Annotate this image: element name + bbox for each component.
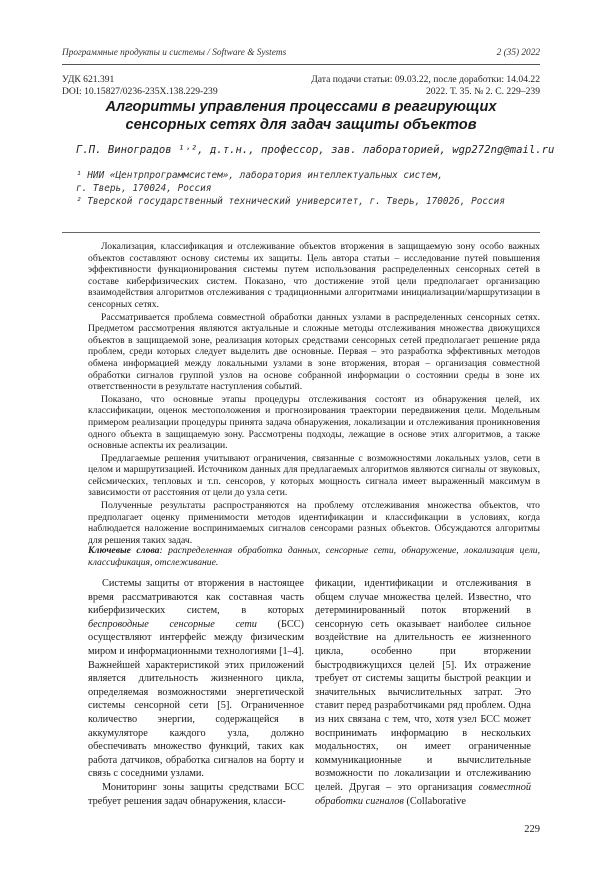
volume-pages: 2022. Т. 35. № 2. С. 229–239	[426, 86, 540, 97]
body-right-paragraph-1	[315, 577, 531, 808]
body-left-p1-end: (БСС) осуществляют интерфейс между физическим миром и информационными технологиями [1–4]. Важнейшей характеристикой этих приложений является длительность жизненного цикла, определяемая возможностями энергетической системы сенсорной сети [5]. Ограниченное количество энергии, содержащейся в аккумуляторе каждого узла, должно обеспечивать множество функций, таких как работа датчиков, обработка сигналов на борту и связь с соседними узлами.	[88, 618, 304, 780]
title-line-1: Алгоритмы управления процессами в реагирующих	[105, 99, 497, 115]
abstract-paragraph-1: Локализация, классификация и отслеживание объектов вторжения в защищаемую зону особо важных объектов составляют основу системы их защиты. Цель автора статьи – исследование путей повышения эффективности функционирования системы путем использования распределенных сенсорных сетей в составе киберфизических систем. Показано, что достижение этой цели предполагает организацию взаимодействия алгоритмов отслеживания с традиционными алгоритмами инициализации/маршрутизации в сенсорных сетях.	[88, 241, 540, 310]
meta-row-2	[62, 86, 540, 98]
body-left-paragraph-1	[88, 577, 304, 781]
body-right-p1-emphasis: совместной обработки сигналов	[315, 781, 531, 807]
abstract	[88, 241, 540, 547]
affiliation-rule	[62, 232, 540, 233]
abstract-paragraph-3: Показано, что основные этапы процедуры отслеживания состоят из обнаружения целей, их классификации, оценок местоположения и прогнозирования траектории передвижения цели. Модельным примером реализации процедуры принята задача обнаружения, локализации и отслеживания проникновения одного объекта в защищаемую зону. Рассмотрены подходы, лежащие в основе этих алгоритмов, а также основные аспекты их реализации.	[88, 393, 540, 452]
body-right-p1-end: (Collaborative	[403, 795, 466, 807]
page-number: 229	[524, 824, 540, 835]
affiliation-1-line-2: г. Тверь, 170024, Россия	[76, 183, 212, 194]
body-left-p1-emphasis: беспроводные сенсорные сети	[88, 618, 257, 630]
author-line: Г.П. Виноградов ¹˒², д.т.н., профессор, зав. лабораторией, wgp272ng@mail.ru	[76, 144, 555, 156]
abstract-paragraph-4: Предлагаемые решения учитывают ограничения, связанные с возможностями локальных узлов, сети в целом и маршрутизацией. Источником данных для предлагаемых алгоритмов являются сигналы от звуковых, сейсмических, тепловых и т.п. сенсоров, у которых мощность сигнала имеет выраженный максимум в зависимости от расстояния от цели до узла сети.	[88, 452, 540, 499]
affiliation-1-line-1: ¹ НИИ «Центрпрограммсистем», лаборатория интеллектуальных систем,	[76, 170, 443, 181]
keywords	[88, 545, 540, 568]
keywords-label: Ключевые слова	[88, 545, 160, 556]
keywords-text: : распределенная обработка данных, сенсорные сети, обнаружение, локализация цели, классификация, отслеживание.	[88, 545, 540, 568]
udk: УДК 621.391	[62, 74, 115, 85]
submission-dates: Дата подачи статьи: 09.03.22, после доработки: 14.04.22	[311, 74, 540, 85]
title-line-2: сенсорных сетях для задач защиты объектов	[125, 117, 477, 133]
doi: DOI: 10.15827/0236-235X.138.229-239	[62, 86, 218, 97]
meta-row-1	[62, 74, 540, 86]
affiliation-2: ² Тверской государственный технический университет, г. Тверь, 170026, Россия	[76, 196, 505, 207]
header-rule	[62, 64, 540, 65]
running-header	[62, 48, 540, 58]
abstract-paragraph-2: Рассматривается проблема совместной обработки данных узлами в распределенных сенсорных сетях. Предметом рассмотрения являются актуальные и сложные методы отслеживания множества движущихся объектов в защищаемой зоне, реализация которых средствами сенсорных сетей предполагает решение ряда проблем, среди которых следует выделить две основные. Первая – это разработка эффективных методов обмена информацией между локальными узлами в зоне вторжения, вторая – организация совместной обработки сигналов группой узлов на основе собранной информации о состоянии среды в зоне их ответственности в результате наступления событий.	[88, 311, 540, 393]
article-title	[62, 98, 540, 134]
abstract-paragraph-5: Полученные результаты распространяются на проблему отслеживания множества объектов, что предполагает оценку применимости методов идентификации и классификации в условиях, когда наблюдается наложение воспринимаемых сигналов сенсорами разных объектов. Обсуждаются алгоритмы для решения таких задач.	[88, 500, 540, 546]
body-left-paragraph-2: Мониторинг зоны защиты средствами БСС требует решения задач обнаружения, класси-	[88, 781, 304, 807]
body-column-left	[88, 577, 304, 808]
issue-number: 2 (35) 2022	[496, 48, 540, 58]
body-column-right	[315, 577, 531, 808]
body-left-p1-start: Системы защиты от вторжения в настоящее время рассматриваются как составная часть киберфизических систем, в которых	[88, 578, 304, 617]
journal-name: Программные продукты и системы / Software & Systems	[62, 48, 287, 58]
body-right-p1-start: фикации, идентификации и отслеживания в общем случае множества целей. Известно, что детерминированный поток вторжений в сенсорную сеть оказывает наиболее сильное воздействие на длительность ее жизненного цикла, особенно при вторжении быстродвижущихся целей [5]. Их отражение требует от системы защиты быстрой реакции и значительных вычислительных затрат. Это ставит перед разработчиками ряд проблем. Одна из них связана с тем, что, хотя узел БСС может воспринимать информацию в нескольких модальностях, он имеет ограниченные коммуникационные и вычислительные возможности по локализации и отслеживанию целей. Другая – это организация	[315, 578, 531, 793]
